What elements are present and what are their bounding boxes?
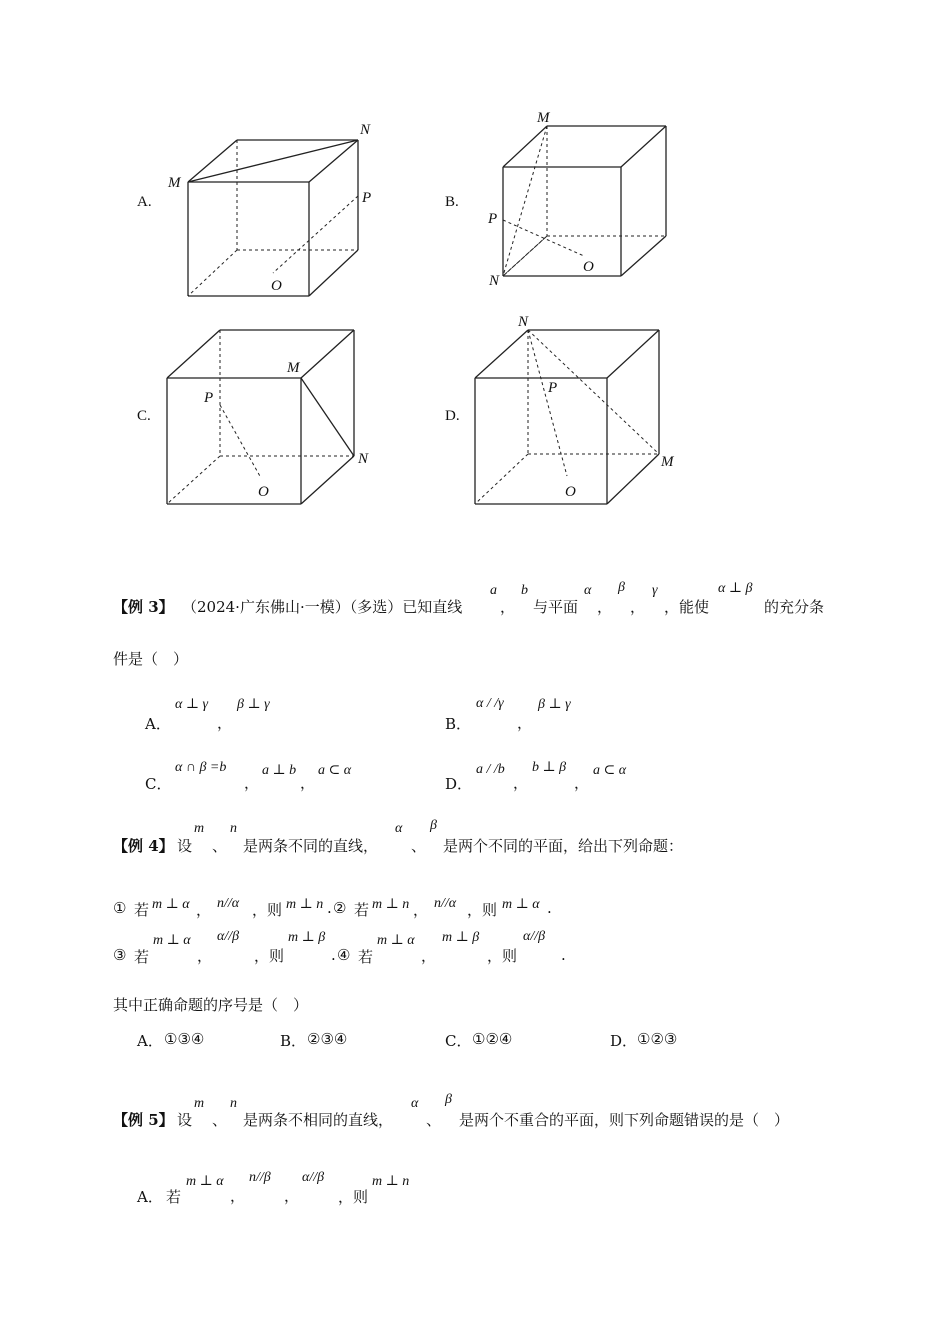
ex3-comma-3: ， [630,598,646,616]
ex4-p1-comma: ， [196,901,212,919]
ex4-option-b-label: B． [280,1032,307,1050]
ex3-plane-alpha: α [584,583,592,598]
ex3-option-b-expr2: β ⊥ γ [538,697,571,712]
ex3-plane-gamma: γ [652,583,658,598]
ex5-option-a-label: A． [137,1188,163,1206]
figure-c-point-m: M [287,360,300,376]
ex4-p3-dot: . [331,946,336,964]
ex3-option-c-expr1: α ∩ β =b [175,760,227,775]
ex4-p1-ze: ，则 [252,901,283,919]
ex4-p3-num: ③ [113,946,127,964]
ex5-dun-2: 、 [426,1111,442,1129]
ex4-tag: 【例 4】 [113,837,174,855]
ex5-option-a-expr2: n//β [249,1170,271,1185]
ex5-dun-1: 、 [212,1111,228,1129]
figure-b-label: B. [445,194,459,210]
ex4-p2-ze: ，则 [467,901,498,919]
figure-a-point-p: P [362,190,372,206]
figure-c-point-p: P [204,390,214,406]
figure-a-cube [150,110,390,310]
ex3-option-b-expr1: α / /γ [476,696,504,711]
ex4-p1-ruo: 若 [134,901,150,919]
figure-c-cube [150,320,390,520]
ex4-text-1: 是两条不同的直线， [243,837,379,855]
ex5-text-2: 是两个不重合的平面，则下列命题错误的是（ ） [459,1111,790,1129]
ex4-p4-ruo: 若 [358,948,374,966]
ex4-p2-b: n//α [434,896,457,911]
ex4-p4-num: ④ [337,946,351,964]
ex5-text-1: 是两条不相同的直线， [243,1111,394,1129]
ex3-comma-1: ， [500,598,516,616]
ex4-p4-b: m ⊥ β [442,930,480,945]
ex5-option-a-expr4: m ⊥ n [372,1174,410,1189]
ex3-option-b-comma: ， [517,714,533,732]
figure-a-point-o: O [271,278,282,294]
ex3-option-c-label: C． [145,775,172,793]
ex4-p2-comma: ， [413,901,429,919]
ex3-mid: 与平面 [533,598,579,616]
figure-b-point-p: P [488,211,498,227]
ex3-tail2: 的充分条 [764,598,825,616]
ex4-p2-c: m ⊥ α [502,897,540,912]
ex4-plane-beta: β [430,818,437,833]
ex3-option-c-comma-2: ， [300,774,316,792]
ex5-set: 设 [177,1111,193,1129]
ex4-set: 设 [177,837,193,855]
figure-d-point-p: P [548,380,558,396]
figure-d-label: D. [445,408,460,424]
figure-a-point-n: N [360,122,371,138]
ex3-option-d-comma-2: ， [574,774,590,792]
ex4-p2-ruo: 若 [354,901,370,919]
ex4-p3-ze: ，则 [254,947,285,965]
ex5-line-n: n [230,1096,237,1111]
figure-a-point-m: M [168,175,181,191]
ex3-comma-2: ， [597,598,613,616]
ex3-option-c-expr3: a ⊂ α [318,763,352,778]
ex3-line-b: b [521,583,528,598]
ex4-p3-b: α//β [217,929,240,944]
ex3-option-d-expr1: a / /b [476,762,505,777]
ex3-option-a-comma: ， [217,714,233,732]
ex4-p4-a: m ⊥ α [377,933,415,948]
ex4-p4-c: α//β [523,929,546,944]
ex4-p3-a: m ⊥ α [153,933,191,948]
ex4-option-a-label: A． [137,1032,163,1050]
ex4-dun-1: 、 [212,837,228,855]
ex5-plane-beta: β [445,1092,452,1107]
ex3-tail: ，能使 [664,598,710,616]
ex4-question: 其中正确命题的序号是（ ） [113,996,309,1014]
ex5-option-a-ze: ，则 [338,1188,369,1206]
ex5-option-a-comma-2: ， [284,1187,300,1205]
ex5-option-a-expr1: m ⊥ α [186,1174,224,1189]
ex4-p4-comma: ， [421,947,437,965]
ex5-tag: 【例 5】 [113,1111,174,1129]
ex4-plane-alpha: α [395,821,403,836]
ex4-line-n: n [230,821,237,836]
ex3-option-a-label: A． [145,715,171,733]
figure-b-cube [480,100,700,300]
ex4-p2-dot: . [547,899,552,917]
figure-c-point-n: N [358,451,369,467]
figure-b-point-n: N [489,273,500,289]
ex5-option-a-expr3: α//β [302,1170,325,1185]
ex4-p2-a: m ⊥ n [372,897,410,912]
ex5-plane-alpha: α [411,1096,419,1111]
ex4-p1-c: m ⊥ n [286,897,324,912]
ex4-text-2: 是两个不同的平面，给出下列命题： [443,837,684,855]
ex4-p3-comma: ， [197,947,213,965]
figure-a-label: A. [137,194,152,210]
ex3-source: （2024·广东佛山·一模）（多选）已知直线 [182,598,463,616]
ex3-option-d-comma-1: ， [513,774,529,792]
figure-b-point-o: O [583,259,594,275]
ex3-option-d-label: D． [445,775,473,793]
ex4-dun-2: 、 [411,837,427,855]
ex3-option-b-label: B． [445,715,472,733]
ex4-option-d-label: D． [610,1032,638,1050]
ex3-condition: α ⊥ β [718,581,753,596]
ex4-p4-dot: . [561,946,566,964]
figure-d-point-n: N [518,314,529,330]
figure-d-point-o: O [565,484,576,500]
figure-d-point-m: M [661,454,674,470]
ex3-option-c-comma-1: ， [244,774,260,792]
ex3-line-a: a [490,583,497,598]
ex3-option-d-expr3: a ⊂ α [593,763,627,778]
ex5-option-a-ruo: 若 [166,1188,182,1206]
figure-b-point-m: M [537,110,550,126]
ex5-line-m: m [194,1096,205,1111]
ex4-option-b-text: ②③④ [307,1030,348,1048]
ex4-line-m: m [194,821,205,836]
ex4-p1-b: n//α [217,896,240,911]
ex4-p3-ruo: 若 [134,948,150,966]
ex3-plane-beta: β [618,580,625,595]
ex5-option-a-comma-1: ， [230,1187,246,1205]
figure-c-point-o: O [258,484,269,500]
ex4-option-a-text: ①③④ [164,1030,205,1048]
ex3-option-d-expr2: b ⊥ β [532,760,567,775]
ex3-option-a-expr1: α ⊥ γ [175,697,209,712]
ex4-option-c-text: ①②④ [472,1030,513,1048]
ex4-p1-num: ① [113,899,127,917]
ex4-p1-a: m ⊥ α [152,897,190,912]
figure-c-label: C. [137,408,151,424]
ex4-p2-num: ② [333,899,347,917]
ex4-p3-c: m ⊥ β [288,930,326,945]
ex4-p4-ze: ，则 [487,947,518,965]
ex4-p1-dot: . [327,899,332,917]
ex3-option-a-expr2: β ⊥ γ [237,697,270,712]
ex3-tag: 【例 3】 [113,598,174,616]
ex3-line2: 件是（ ） [113,650,189,668]
ex4-option-c-label: C． [445,1032,472,1050]
ex4-option-d-text: ①②③ [637,1030,678,1048]
figure-d-cube [460,310,700,510]
ex3-option-c-expr2: a ⊥ b [262,763,297,778]
